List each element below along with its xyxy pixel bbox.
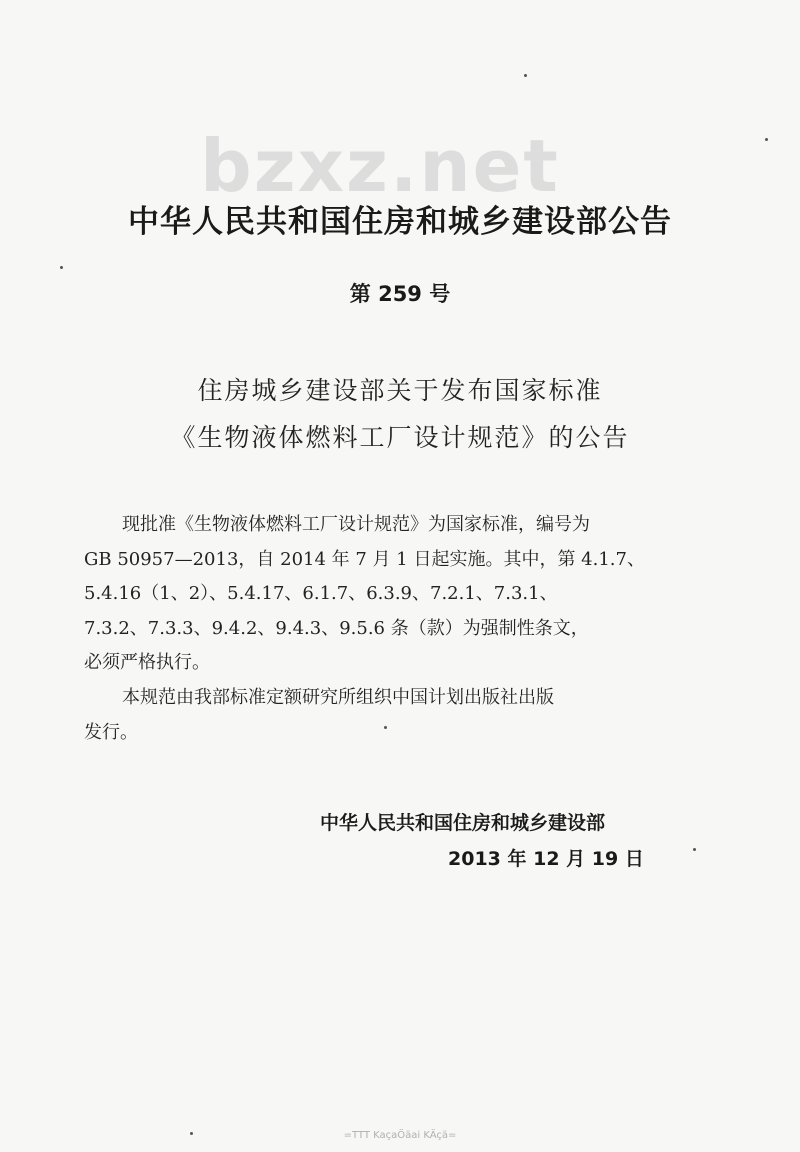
body-line: GB 50957—2013，自 2014 年 7 月 1 日起实施。其中，第 4.1.7、 — [84, 548, 645, 570]
scan-speck — [190, 1132, 193, 1135]
body-line: 必须严格执行。 — [84, 652, 210, 673]
scan-speck — [524, 74, 527, 77]
announcement-number: 第 259 号 — [349, 282, 451, 306]
scan-speck — [60, 266, 63, 269]
announcement-title: 中华人民共和国住房和城乡建设部公告 — [128, 204, 672, 240]
body-line: 本规范由我部标准定额研究所组织中国计划出版社出版 — [122, 687, 554, 708]
body-paragraph-1 — [84, 508, 696, 681]
scan-speck — [693, 848, 696, 851]
footer-scan-mark: =TTT KaçaÖäai KÄçä= — [343, 1130, 457, 1141]
body-line: 发行。 — [84, 721, 138, 743]
scan-speck — [765, 138, 768, 141]
body-line: 5.4.16（1、2）、5.4.17、6.1.7、6.3.9、7.2.1、7.3.1、 — [84, 583, 558, 604]
subtitle-line-2: 《生物液体燃料工厂设计规范》的公告 — [170, 423, 630, 452]
subtitle-line-1: 住房城乡建设部关于发布国家标准 — [197, 376, 603, 405]
body-paragraph-2 — [84, 681, 696, 750]
signature-organization: 中华人民共和国住房和城乡建设部 — [320, 812, 606, 834]
scan-speck — [384, 726, 387, 729]
signature-date: 2013 年 12 月 19 日 — [448, 848, 644, 870]
body-line: 7.3.2、7.3.3、9.4.2、9.4.3、9.5.6 条（款）为强制性条文， — [84, 617, 589, 639]
watermark: bzxz.net — [200, 124, 560, 208]
body-line: 现批准《生物液体燃料工厂设计规范》为国家标准，编号为 — [122, 514, 590, 535]
